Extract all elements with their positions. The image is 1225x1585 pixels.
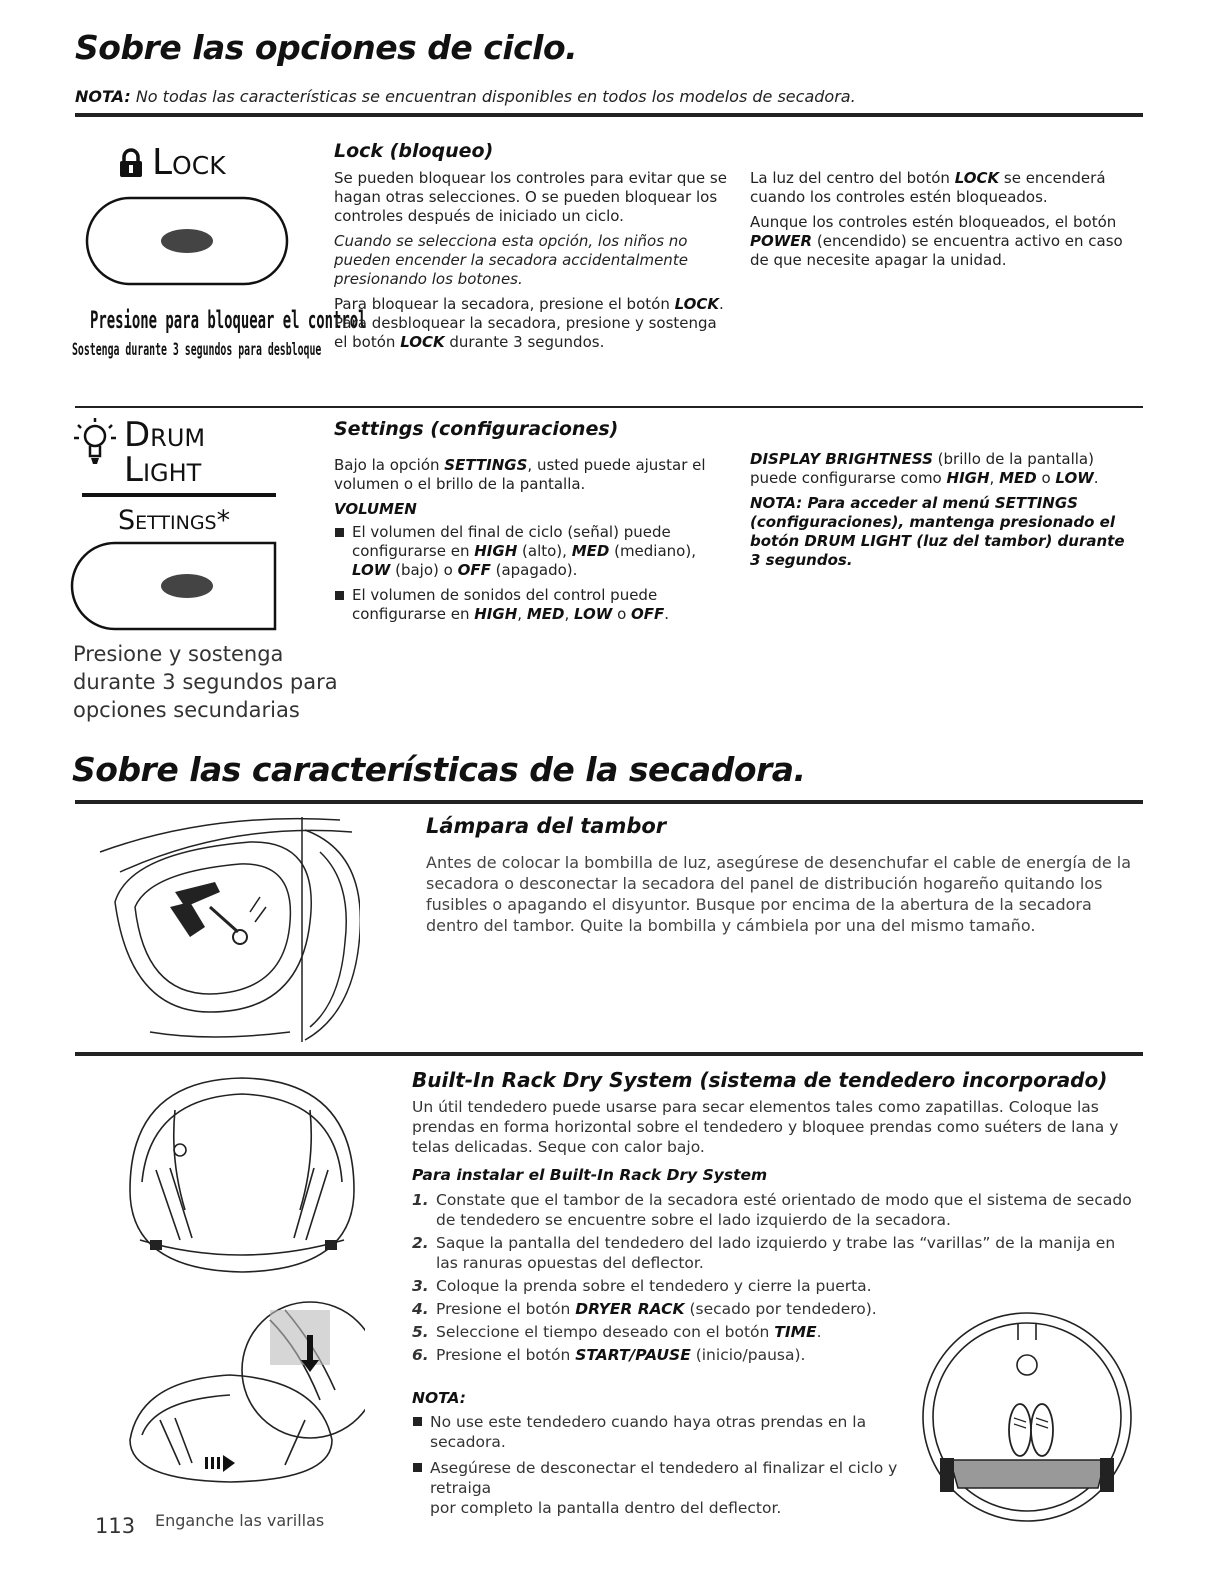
lock-heading: Lock (bloqueo) [334, 140, 494, 162]
lock-description-right [750, 169, 1145, 276]
page-number: 113 [95, 1514, 136, 1538]
lock-caption-press: Presione para bloquear el control [90, 306, 367, 334]
rack-step-2: 2. Saque la pantalla del tendedero del lado izquierdo y trabe las “varillas” de la manija en las ranuras opuestas del deflector. [412, 1234, 1116, 1272]
brightness-text: DISPLAY BRIGHTNESS (brillo de la pantalla) puede configurarse como HIGH, MED o LOW. [750, 450, 1099, 487]
lock-label [118, 142, 226, 183]
settings-nota: NOTA: Para acceder al menú SETTINGS (configuraciones), mantenga presionado el botón DRUM LIGHT (luz del tambor) durante 3 segundos. [750, 494, 1125, 569]
settings-description [334, 456, 734, 630]
lock-p3: Para bloquear la secadora, presione el botón LOCK. Para desbloquear la secadora, presione y sostenga el botón LOCK durante 3 segundos. [334, 295, 724, 351]
nota-models [75, 87, 856, 106]
rack-step-1: 1. Constate que el tambor de la secadora esté orientado de modo que el sistema de secado de tendedero se encuentre sobre el lado izquierdo de la secadora. [412, 1191, 1132, 1229]
divider [75, 113, 1143, 117]
rack-drum-illustration [120, 1070, 365, 1280]
rack-step-5: 5. Seleccione el tiempo deseado con el botón TIME. [412, 1323, 822, 1341]
lock-r2: Aunque los controles estén bloqueados, el botón POWER (encendido) se encuentra activo en caso de que necesite apagar la unidad. [750, 213, 1123, 269]
settings-heading: Settings (configuraciones) [334, 418, 619, 440]
rack-step-3: 3. Coloque la prenda sobre el tendedero y cierre la puerta. [412, 1277, 872, 1295]
section-title-ciclo: Sobre las opciones de ciclo. [75, 28, 578, 67]
divider [75, 1052, 1143, 1056]
drum-label: Drum [124, 415, 206, 455]
settings-description-right [750, 450, 1140, 576]
light-bulb-icon [72, 416, 118, 468]
illustration-caption: Enganche las varillas [155, 1511, 325, 1530]
drum-caption: Presione y sostenga durante 3 segundos para opciones secundarias [73, 642, 338, 722]
nota-text: No todas las características se encuentran disponibles en todos los modelos de secadora. [130, 87, 856, 106]
section-title-caracteristicas: Sobre las características de la secadora. [72, 750, 806, 789]
divider [75, 800, 1143, 804]
rack-intro: Un útil tendedero puede usarse para secar elementos tales como zapatillas. Coloque las prendas en forma horizontal sobre el tendedero y bloquee prendas como suéters de lana y telas delicadas. Seque con calor bajo. [412, 1098, 1119, 1156]
volumen-bullet-2: El volumen de sonidos del control puede configurarse en HIGH, MED, LOW o OFF. [334, 586, 734, 624]
rack-step-6: 6. Presione el botón START/PAUSE (inicio/pausa). [412, 1346, 806, 1364]
nota-label: NOTA: [75, 87, 131, 106]
drum-label-underline [82, 493, 276, 497]
drum-lamp-illustration [90, 812, 360, 1042]
lock-label-text: Lock [152, 142, 226, 183]
lock-p1: Se pueden bloquear los controles para evitar que se hagan otras selecciones. O se pueden bloquear los controles después de iniciado un ciclo. [334, 169, 727, 225]
settings-label: Settings* [118, 505, 231, 536]
rack-heading: Built-In Rack Dry System (sistema de tendedero incorporado) [412, 1068, 1108, 1092]
lock-indicator-light [161, 229, 213, 253]
lock-p2: Cuando se selecciona esta opción, los niños no pueden encender la secadora accidentalmente presionando los botones. [334, 232, 688, 288]
rack-step-4: 4. Presione el botón DRYER RACK (secado por tendedero). [412, 1300, 877, 1318]
volumen-heading: VOLUMEN [334, 500, 417, 518]
rack-note-2: Asegúrese de desconectar el tendedero al finalizar el ciclo y retraiga por completo la pantalla dentro del deflector. [412, 1458, 907, 1518]
light-label: Light [124, 450, 202, 490]
volumen-bullet-1: El volumen del final de ciclo (señal) puede configurarse en HIGH (alto), MED (mediano), LOW (bajo) o OFF (apagado). [334, 523, 734, 580]
lock-r1: La luz del centro del botón LOCK se encenderá cuando los controles estén bloqueados. [750, 169, 1106, 206]
rack-install-illustration [120, 1290, 365, 1490]
drum-light-button[interactable] [70, 540, 280, 632]
rack-nota-label: NOTA: [412, 1389, 467, 1407]
settings-p1: Bajo la opción SETTINGS, usted puede ajustar el volumen o el brillo de la pantalla. [334, 456, 706, 493]
rack-note-1: No use este tendedero cuando haya otras prendas en la secadora. [412, 1412, 907, 1452]
lock-button[interactable] [84, 195, 290, 287]
lampara-text: Antes de colocar la bombilla de luz, asegúrese de desenchufar el cable de energía de la secadora o desconectar la secadora del panel de distribución hogareño quitando los fusibles o apagando el disyuntor. Busque por encima de la abertura de la secadora dentro del tambor. Quite la bombilla y cámbiela por una del mismo tamaño. [426, 853, 1132, 935]
divider [75, 406, 1143, 408]
lock-caption-hold: Sostenga durante 3 segundos para desbloque [72, 340, 322, 360]
lock-description [334, 169, 729, 358]
lock-icon [118, 148, 144, 178]
lampara-heading: Lámpara del tambor [426, 814, 667, 838]
rack-steps [412, 1190, 1137, 1368]
rack-install-heading: Para instalar el Built-In Rack Dry System [412, 1166, 768, 1184]
rack-notes [412, 1412, 907, 1518]
